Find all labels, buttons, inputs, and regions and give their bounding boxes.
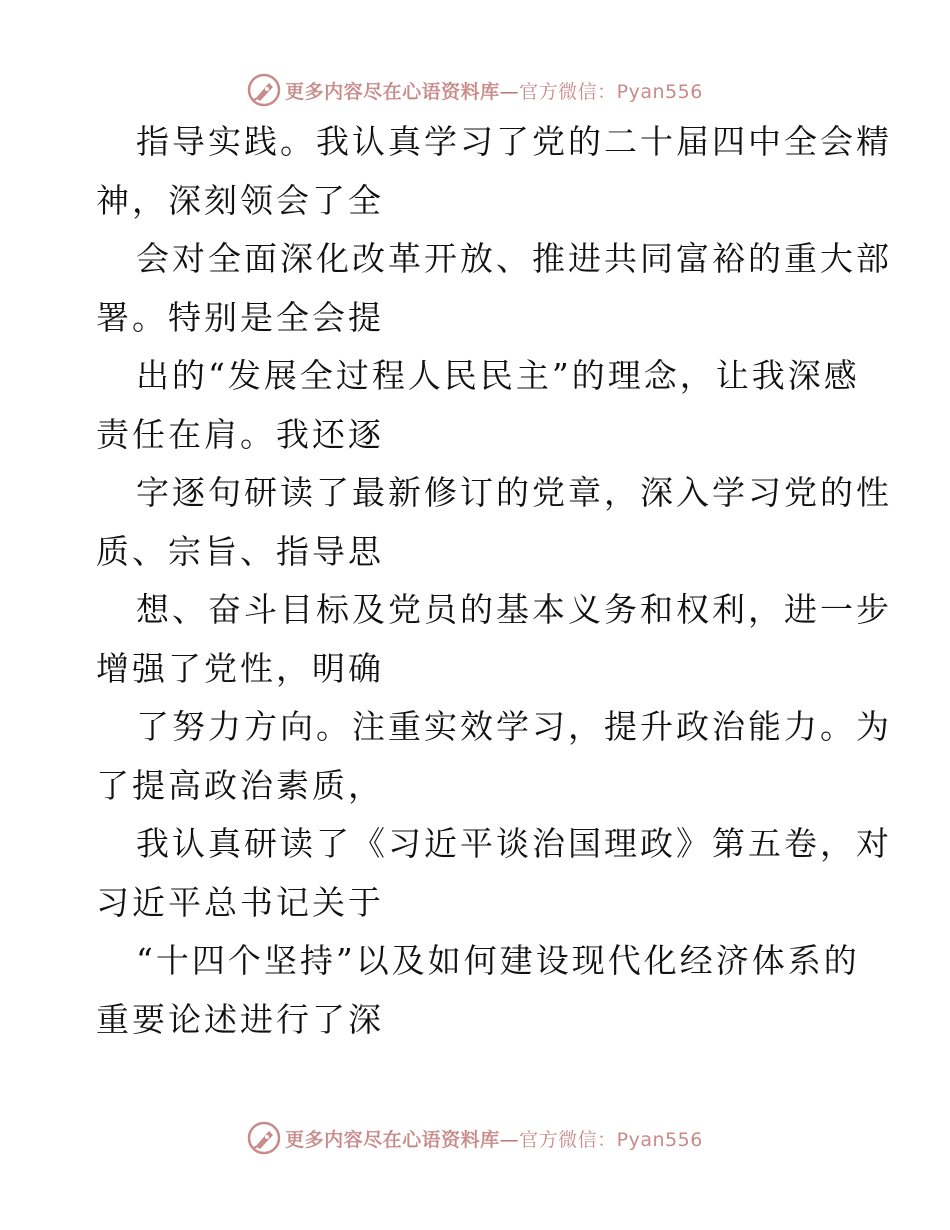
body-line: 我认真研读了《习近平谈治国理政》第五卷，对: [136, 824, 892, 863]
watermark-main-text: 更多内容尽在心语资料库: [285, 80, 500, 103]
pen-nib-logo-icon: [247, 73, 281, 107]
watermark-text: [285, 77, 703, 104]
pen-nib-logo-icon: [247, 1121, 281, 1155]
body-line: 想、奋斗目标及党员的基本义务和权利，进一步: [136, 590, 892, 629]
body-line: 增强了党性，明确: [96, 649, 384, 688]
body-line: 习近平总书记关于: [96, 883, 384, 922]
footer-watermark: [0, 1118, 950, 1158]
watermark-contact: 官方微信：Pyan556: [519, 1128, 703, 1151]
watermark-text: [285, 1125, 703, 1152]
watermark-contact: 官方微信：Pyan556: [519, 80, 703, 103]
header-watermark: [0, 70, 950, 110]
watermark-separator: —: [499, 1128, 520, 1151]
body-line: 指导实践。我认真学习了党的二十届四中全会精: [136, 122, 892, 161]
body-line: 出的“发展全过程人民民主”的理念，让我深感: [136, 356, 860, 395]
body-line: 了提高政治素质，: [96, 766, 384, 805]
body-line: 了努力方向。注重实效学习，提升政治能力。为: [136, 707, 892, 746]
body-line: 会对全面深化改革开放、推进共同富裕的重大部: [136, 239, 892, 278]
watermark-main-text: 更多内容尽在心语资料库: [285, 1128, 500, 1151]
body-line: 字逐句研读了最新修订的党章，深入学习党的性: [136, 473, 892, 512]
body-line: 神，深刻领会了全: [96, 181, 384, 220]
watermark-separator: —: [499, 80, 520, 103]
body-line: 质、宗旨、指导思: [96, 532, 384, 571]
body-line: 重要论述进行了深: [96, 1000, 384, 1039]
body-line: 署。特别是全会提: [96, 298, 384, 337]
body-line: “十四个坚持”以及如何建设现代化经济体系的: [136, 941, 860, 980]
body-line: 责任在肩。我还逐: [96, 415, 384, 454]
